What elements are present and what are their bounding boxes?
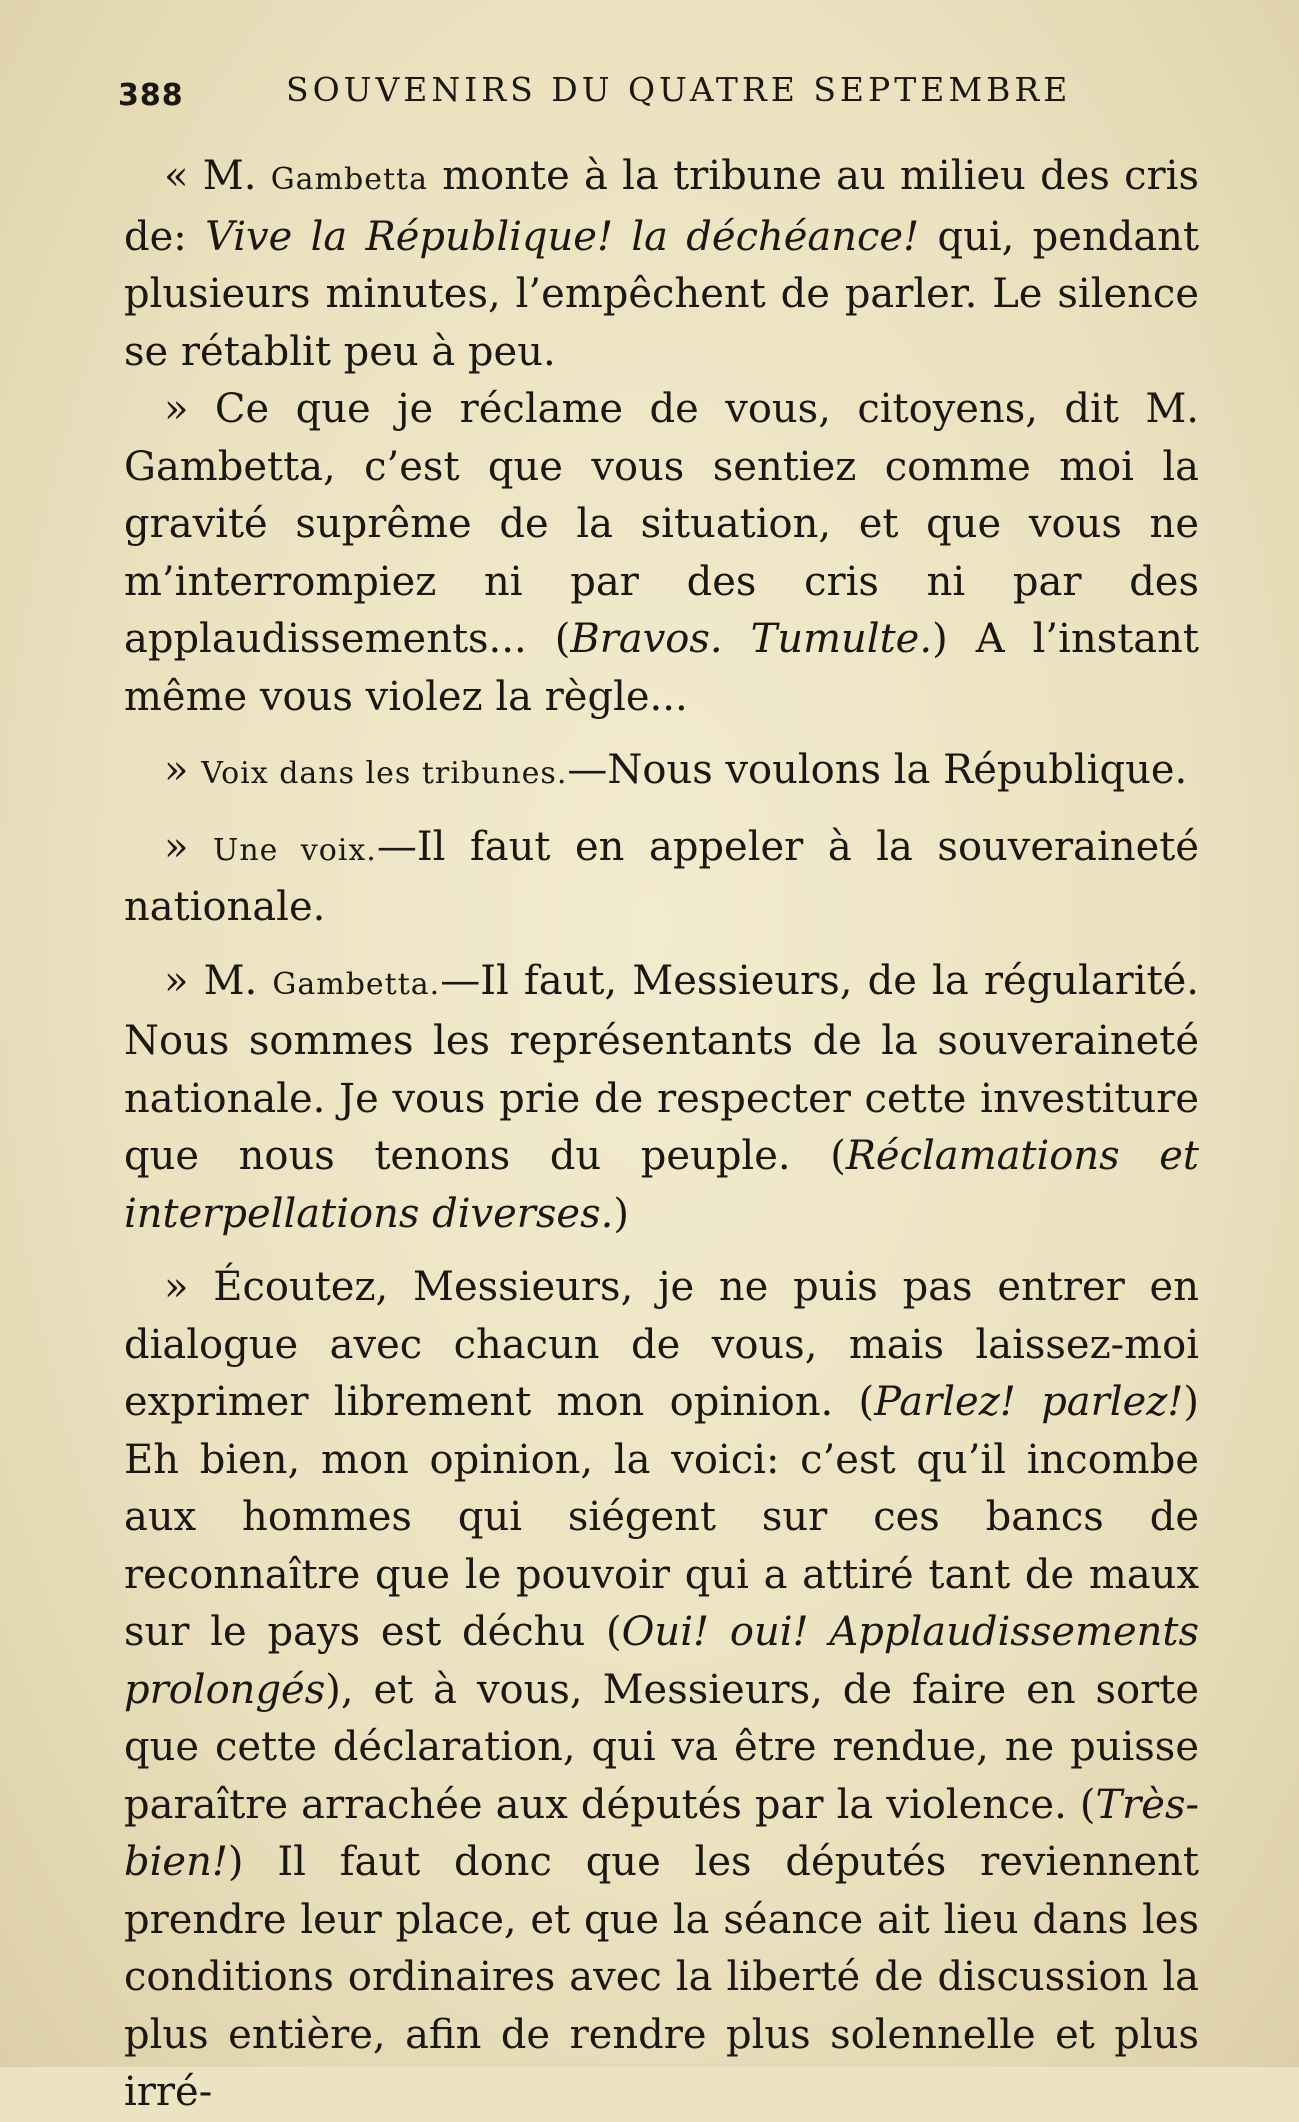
speaker-name: Gambetta. <box>272 966 441 1002</box>
paragraph-2 <box>124 381 1199 726</box>
italic-text: Réclamations et interpellations diverses. <box>124 1133 1199 1237</box>
italic-text: Très-bien! <box>124 1781 1199 1885</box>
body-text <box>124 148 1199 2122</box>
text-span: » M. <box>164 957 273 1004</box>
paragraph-6 <box>124 1259 1199 2122</box>
italic-text: Vive la République! la déchéance! <box>205 213 920 260</box>
text-span: » <box>164 747 202 793</box>
italic-text: Bravos. Tumulte. <box>570 616 933 662</box>
paragraph-5 <box>124 953 1199 1244</box>
paragraph-3 <box>124 742 1199 803</box>
running-head <box>118 70 1189 120</box>
speaker-name: Une voix. <box>213 832 377 868</box>
text-span: —Nous voulons la République. <box>567 747 1188 793</box>
italic-text: Parlez! parlez! <box>874 1379 1184 1425</box>
text-span: « M. <box>164 153 271 199</box>
text-span: qui, pendant plusieurs minutes, l’empêchent de parler. Le silence se rétablit peu à peu. <box>124 213 1200 375</box>
text-span: —Il faut, Messieurs, de la régularité. Nous sommes les représentants de la souveraineté nationale. Je vous prie de respecter cette investiture que nous tenons du peuple. ( <box>124 957 1199 1179</box>
paragraph-1 <box>124 148 1199 381</box>
text-span: —Il faut en appeler à la souveraineté nationale. <box>124 823 1199 930</box>
page-number: 388 <box>118 78 184 113</box>
paragraph-4 <box>124 819 1199 937</box>
text-span: monte à la tribune au milieu des cris de: <box>124 153 1199 260</box>
speaker-name: Voix dans les tribunes. <box>201 756 568 791</box>
text-span: ) Il faut donc que les députés reviennent prendre leur place, et que la séance ait lieu dans les conditions ordinaires avec la liberté de discussion la plus entière, afin de rendre plus solennelle et plus irré- <box>124 1839 1199 2115</box>
text-span: » Écoutez, Messieurs, je ne puis pas entrer en dialogue avec chacun de vous, mais laissez-moi exprimer librement mon opinion. ( <box>124 1264 1199 1425</box>
text-span: ) Eh bien, mon opinion, la voici: c’est qu’il incombe aux hommes qui siégent sur ces bancs de reconnaître que le pouvoir qui a attiré tant de maux sur le pays est déchu ( <box>124 1379 1199 1655</box>
running-title: SOUVENIRS DU QUATRE SEPTEMBRE <box>286 70 1072 109</box>
text-span: ) <box>613 1190 629 1237</box>
text-span: ), et à vous, Messieurs, de faire en sorte que cette déclaration, qui va être rendue, ne puisse paraître arrachée aux députés par la violence. ( <box>124 1666 1199 1828</box>
italic-text: Oui! oui! Applaudissements prolongés <box>124 1609 1200 1713</box>
text-span: » <box>164 823 214 870</box>
text-span: ) A l’instant même vous violez la règle... <box>124 616 1199 720</box>
speaker-name: Gambetta <box>270 162 428 197</box>
text-span: » Ce que je réclame de vous, citoyens, dit M. Gambetta, c’est que vous sentiez comme moi la gravité suprême de la situation, et que vous ne m’interrompiez ni par des cris ni par des applaudissements... ( <box>124 386 1199 662</box>
